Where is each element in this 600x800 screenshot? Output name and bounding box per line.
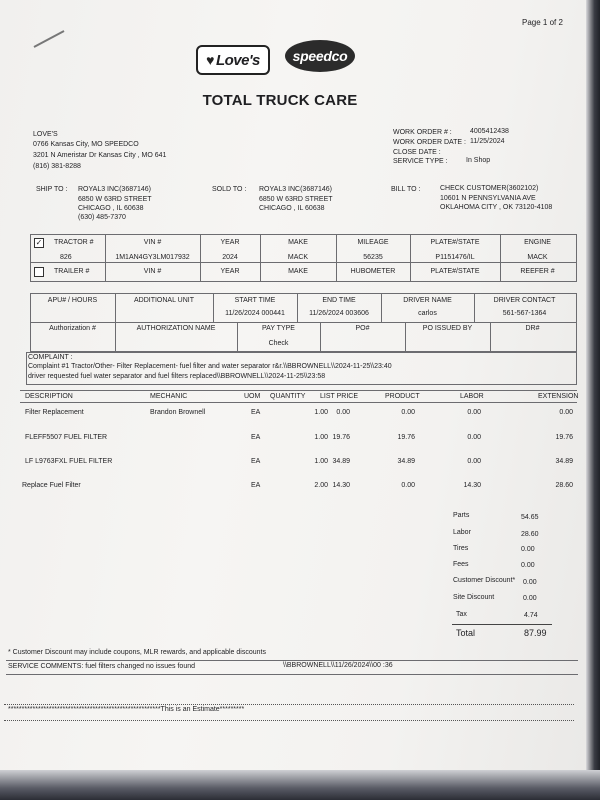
year-value: 2024 <box>222 254 238 261</box>
engine-label: ENGINE <box>524 239 551 246</box>
page-number: Page 1 of 2 <box>522 18 563 27</box>
apu-label: APU# / HOURS <box>47 297 98 304</box>
authorization-name-label: AUTHORIZATION NAME <box>136 325 216 332</box>
driver-contact-value: 561-567-1364 <box>502 310 547 317</box>
vin-label: VIN # <box>143 239 162 246</box>
bill-to-line2: 10601 N PENNSYLVANIA AVE <box>440 195 536 202</box>
parts-value: 54.65 <box>521 514 539 521</box>
item-product: 19.76 <box>397 434 415 441</box>
fees-value: 0.00 <box>521 562 535 569</box>
service-stamp: \\BBROWNELL\\11/26/2024\\00 :36 <box>283 662 393 669</box>
tax-label: Tax <box>456 611 467 618</box>
complaint-line1: Complaint #1 Tractor/Other- Filter Replacement- fuel filter and water separator r&r.\\BBROWNELL\\2024-11-25\\23:40 <box>28 363 392 370</box>
loves-logo: ♥ Love's <box>196 45 270 75</box>
item-extension: 19.76 <box>555 434 573 441</box>
authorization-label: Authorization # <box>49 325 96 332</box>
wo-date-label: WORK ORDER DATE : <box>393 139 466 146</box>
store-line2: 0766 Kansas City, MO SPEEDCO <box>33 141 139 148</box>
item-extension: 28.60 <box>555 482 573 489</box>
item-extension: 0.00 <box>559 409 573 416</box>
item-extension: 34.89 <box>555 458 573 465</box>
item-quantity: 2.00 <box>314 482 328 489</box>
heart-icon: ♥ <box>206 52 214 68</box>
tractor-value: 826 <box>60 254 72 261</box>
pay-type-value: Check <box>268 340 289 347</box>
bill-to-line3: OKLAHOMA CITY , OK 73120-4108 <box>440 204 553 211</box>
item-labor: 0.00 <box>467 434 481 441</box>
total-label: Total <box>456 628 476 638</box>
sold-to-line3: CHICAGO , IL 60638 <box>259 205 325 212</box>
close-date-label: CLOSE DATE : <box>393 149 441 156</box>
total-rule <box>452 624 552 625</box>
col-quantity: QUANTITY <box>270 393 306 400</box>
service-type-value: In Shop <box>466 157 491 164</box>
store-phone: (816) 381-8288 <box>33 163 81 170</box>
sold-to-label: SOLD TO : <box>212 186 247 193</box>
col-description: DESCRIPTION <box>25 393 73 400</box>
site-discount-value: 0.00 <box>523 595 537 602</box>
discount-footnote: * Customer Discount may include coupons, MLR rewards, and applicable discounts <box>8 649 266 656</box>
dotted-separator <box>4 704 574 705</box>
parts-label: Parts <box>453 512 470 519</box>
reefer-label: REEFER # <box>520 268 555 275</box>
service-comments: SERVICE COMMENTS: fuel filters changed no issues found <box>8 663 196 670</box>
year-label: YEAR <box>220 239 240 246</box>
col-uom: UOM <box>244 393 261 400</box>
item-list-price: 19.76 <box>332 434 350 441</box>
driver-contact-label: DRIVER CONTACT <box>493 297 556 304</box>
service-type-label: SERVICE TYPE : <box>393 158 448 165</box>
sold-to-line1: ROYAL3 INC(3687146) <box>259 186 333 193</box>
wo-value: 4005412438 <box>470 128 509 135</box>
plate-value: P1151476/IL <box>435 254 475 261</box>
start-time-label: START TIME <box>234 297 276 304</box>
make-value: MACK <box>287 254 309 261</box>
wo-label: WORK ORDER # : <box>393 129 452 136</box>
po-label: PO# <box>355 325 370 332</box>
estimate-note: ********************************************************This is an Estimate********* <box>8 706 245 713</box>
po-issued-label: PO ISSUED BY <box>422 325 473 332</box>
complaint-line2: driver requested fuel water separator and fuel filters replaced\\BBROWNELL\\2024-11-25\\23:58 <box>28 373 326 380</box>
start-time-value: 11/26/2024 000441 <box>225 310 285 317</box>
item-labor: 14.30 <box>463 482 481 489</box>
items-header-bottom-rule <box>20 402 577 403</box>
item-description: FLEFF5507 FUEL FILTER <box>25 434 108 441</box>
items-header-top-rule <box>20 390 577 391</box>
photo-background-bottom <box>0 770 600 800</box>
bill-to-label: BILL TO : <box>391 186 421 193</box>
ship-to-line3: CHICAGO , IL 60638 <box>78 205 144 212</box>
make-label: MAKE <box>288 239 308 246</box>
item-description: Replace Fuel Filter <box>22 482 81 489</box>
ship-to-phone: (630) 485-7370 <box>78 214 126 221</box>
labor-label: Labor <box>453 529 471 536</box>
item-uom: EA <box>251 409 261 416</box>
mileage-label: MILEAGE <box>357 239 389 246</box>
tractor-checkbox[interactable]: ✓ <box>35 238 43 247</box>
trailer-checkbox[interactable] <box>34 267 44 277</box>
item-product: 0.00 <box>401 409 415 416</box>
trailer-plate-label: PLATE#/STATE <box>430 268 480 275</box>
trailer-vin-label: VIN # <box>143 268 162 275</box>
footer-rule-2 <box>6 674 578 675</box>
vin-value: 1M1AN4GY3LM017932 <box>115 254 190 261</box>
item-description: Filter Replacement <box>25 409 84 416</box>
end-time-value: 11/26/2024 003606 <box>309 310 369 317</box>
item-list-price: 0.00 <box>336 409 350 416</box>
driver-name-value: carlos <box>418 310 437 317</box>
item-list-price: 34.89 <box>332 458 350 465</box>
col-labor: LABOR <box>460 393 484 400</box>
customer-discount-label: Customer Discount* <box>453 577 516 584</box>
footer-rule <box>6 660 578 661</box>
bill-to-line1: CHECK CUSTOMER(3602102) <box>440 185 539 192</box>
engine-value: MACK <box>527 254 548 261</box>
item-labor: 0.00 <box>467 409 481 416</box>
col-mechanic: MECHANIC <box>150 393 188 400</box>
trailer-label: TRAILER # <box>54 268 90 275</box>
item-uom: EA <box>251 434 261 441</box>
speedco-logo: speedco <box>285 40 355 72</box>
item-quantity: 1.00 <box>314 434 328 441</box>
trailer-year-label: YEAR <box>220 268 240 275</box>
driver-name-label: DRIVER NAME <box>403 297 452 304</box>
ship-to-line1: ROYAL3 INC(3687146) <box>78 186 152 193</box>
dr-label: DR# <box>525 325 540 332</box>
item-labor: 0.00 <box>467 458 481 465</box>
item-uom: EA <box>251 458 261 465</box>
additional-unit-label: ADDITIONAL UNIT <box>133 297 195 304</box>
item-description: LF L9763FXL FUEL FILTER <box>25 458 113 465</box>
ship-to-line2: 6850 W 63RD STREET <box>78 196 152 203</box>
item-list-price: 14.30 <box>332 482 350 489</box>
plate-label: PLATE#/STATE <box>430 239 480 246</box>
col-list-price: LIST PRICE <box>320 393 358 400</box>
end-time-label: END TIME <box>322 297 356 304</box>
item-quantity: 1.00 <box>314 409 328 416</box>
tires-value: 0.00 <box>521 546 535 553</box>
sold-to-line2: 6850 W 63RD STREET <box>259 196 333 203</box>
item-product: 0.00 <box>401 482 415 489</box>
tax-value: 4.74 <box>524 612 538 619</box>
complaint-label: COMPLAINT : <box>28 354 73 361</box>
store-address: 3201 N Ameristar Dr Kansas City , MO 641 <box>33 152 167 159</box>
site-discount-label: Site Discount <box>453 594 495 601</box>
tractor-label: TRACTOR # <box>54 239 94 246</box>
col-extension: EXTENSION <box>538 393 579 400</box>
customer-discount-value: 0.00 <box>523 579 537 586</box>
wo-date-value: 11/25/2024 <box>470 138 505 145</box>
hubometer-label: HUBOMETER <box>350 268 396 275</box>
dotted-separator-2 <box>4 720 574 721</box>
pay-type-label: PAY TYPE <box>262 325 295 332</box>
ship-to-label: SHIP TO : <box>36 186 68 193</box>
vehicle-grid-divider <box>30 262 576 263</box>
staple-mark <box>34 30 65 48</box>
item-mechanic: Brandon Brownell <box>150 409 206 416</box>
item-quantity: 1.00 <box>314 458 328 465</box>
trailer-make-label: MAKE <box>288 268 308 275</box>
fees-label: Fees <box>453 561 469 568</box>
col-product: PRODUCT <box>385 393 420 400</box>
photo-background-right <box>586 0 600 800</box>
total-value: 87.99 <box>524 628 547 638</box>
item-product: 34.89 <box>397 458 415 465</box>
page-title: TOTAL TRUCK CARE <box>202 92 358 109</box>
labor-value: 28.60 <box>521 531 539 538</box>
store-name: LOVE'S <box>33 131 58 138</box>
mileage-value: 56235 <box>363 254 383 261</box>
tires-label: Tires <box>453 545 469 552</box>
item-uom: EA <box>251 482 261 489</box>
